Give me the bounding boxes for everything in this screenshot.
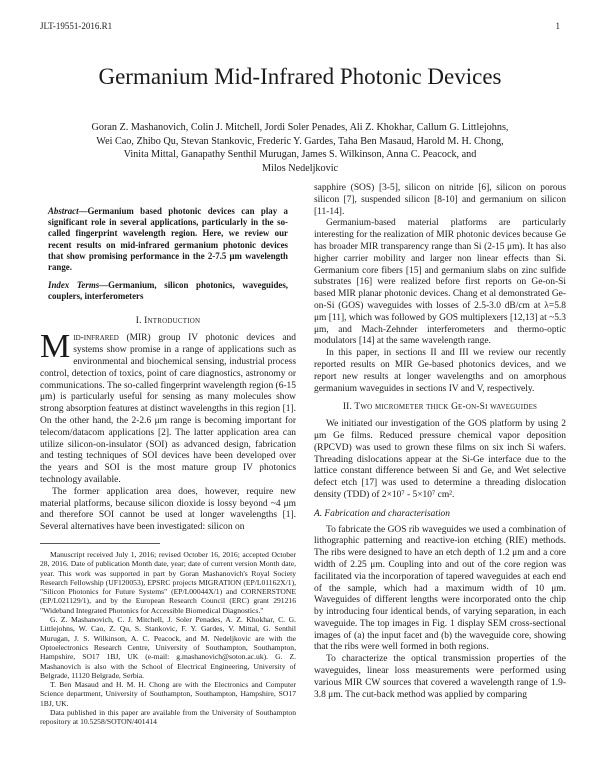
subsection-heading-fabrication: A. Fabrication and characterisation [314,508,450,519]
author-list [40,121,560,175]
abstract-label: Abstract [48,206,79,216]
footnote: Data published in this paper are available from the University of Southampton repository at 10.5258/SOTON/401414 [40,708,296,727]
abstract-text: —Germanium based photonic devices can play a significant role in several applications, particularly in the so-called fingerprint wavelength region. Here, we review our recent results on mid-infrared germanium photonic devices that show promising performance in the 2-7.5 μm wavelength range. [48,206,288,273]
page-number: 1 [555,21,560,31]
index-terms-label: Index Terms [48,280,100,291]
lead-word: id-infrared [73,333,119,344]
paragraph: We initiated our investigation of the GOS platform by using 2 μm Ge films. Reduced pressure chemical vapor deposition (RPCVD) was used to grown these films on six inch Si wafers. Threading dislocations appear at the Si-Ge interface due to the lattice constant difference between Si and Ge, and Wet selective defect etch [17] was used to determine a threading dislocation density (TDD) of 2×10⁷ - 5×10⁷ cm². [314,419,566,500]
section-heading-intro: I. Introduction [135,315,201,326]
paragraph: Germanium-based material platforms are particularly interesting for the realization of MIR photonic devices because Ge has broader MIR transparency range than Si (2-15 μm). It has also higher carrier mobility and larger non linear effects than Si. Germanium core fibers [15] and germanium slabs on zinc sulfide substrates [16] were realized before first reports on Ge-on-Si based MIR planar photonic devices. Chang et al demonstrated Ge-on-Si (GOS) waveguides with losses of 2.5-3.0 dB/cm at λ=5.8 μm [11], which was followed by GOS multiplexers [12,13] at ~5.3 μm, and Mach-Zehnder interferometers and thermo-optic modulators [14] at the same wavelength range. [314,218,566,347]
intro-paragraph [40,328,296,486]
abstract [40,206,296,273]
paragraph: To fabricate the GOS rib waveguides we used a combination of lithographic patterning and reactive-ion etching (RIE) methods. The ribs were designed to have an etch depth of 1.2 μm and a core width of 2.25 μm. Coupling into and out of the core region was facilitated via the incorporation of tapered waveguides at each end of the sample, which had a maximum width of 10 μm. Waveguides of different lengths were incorporated onto the chip by introducing four identical bends, of varying separation, in each waveguide. The top images in Fig. 1 display SEM cross-sectional images of (a) the input facet and (b) the waveguide core, showing that the ribs were well formed in both regions. [314,524,566,653]
section-heading-ge-on-si: II. Two micrometer thick Ge-on-Si waveguides [342,402,538,413]
drop-cap: M [40,328,71,366]
index-terms-text: —Germanium, silicon photonics, waveguides, couplers, interferometers [48,280,288,302]
author-line: Goran Z. Mashanovich, Colin J. Mitchell, Jordi Soler Penades, Ali Z. Khokhar, Callum G. Littlejohns, [91,122,509,133]
intro-paragraph-2: The former application area does, however, require new material platforms, because silicon dioxide is lossy beyond ~4 μm and therefore SOI cannot be used at longer wavelengths [1]. Several alternatives have been investigated: silicon on [40,486,296,533]
right-column [314,183,566,701]
paper-id: JLT-19551-2016.R1 [40,21,113,31]
author-line: Wei Cao, Zhibo Qu, Stevan Stankovic, Frederic Y. Gardes, Taha Ben Masaud, Harold M. H. Chong, [96,135,504,147]
footnote-divider [40,543,160,544]
paper-title: Germanium Mid-Infrared Photonic Devices [98,64,502,89]
author-line: Vinita Mittal, Ganapathy Senthil Murugan, James S. Wilkinson, Anna C. Peacock, and [123,149,477,161]
footnote: Manuscript received July 1, 2016; revised October 16, 2016; accepted October 28, 2016. Date of publication Month date, year; date of current version Month date, year. This work was supported in part by Goran Mashanovich's Royal Society Research Fellowship (UF120053), EPSRC projects MIGRATION (EP/L01162X/1), "Silicon Photonics for Future Systems" (EP/L00044X/1) and CORNERSTONE (EP/L021129/1), and by the European Research Council (ERC) grant 291216 "Wideband Integrated Photonics for Accessible Biomedical Diagnostics." [40,549,296,615]
intro-text: (MIR) group IV photonic devices and systems show promise in a range of applications such as environmental and biochemical sensing, industrial process control, detection of toxics, point of care diagnostics, astronomy or communications. The so-called fingerprint wavelength region (6-15 μm) is particularly useful for sensing as many molecules show strong absorption features at distinct wavelengths in this region [1]. On the other hand, the 2-2.6 μm range is becoming important for telecom/datacom applications [2]. The latter application area can utilize silicon-on-insulator (SOI) as advanced design, fabrication and testing techniques of SOI devices have been developed over the years and SOI is the most mature group IV photonics technology available. [40,333,296,485]
footnotes [40,550,296,727]
author-line: Milos Nedeljkovic [261,162,339,174]
paragraph: In this paper, in sections II and III we review our recently reported results on MIR Ge-based photonics devices, and we report new results at longer wavelengths and on amorphous germanium waveguides in sections IV and V, respectively. [314,348,566,394]
footnote: T. Ben Masaud and H. M. H. Chong are with the Electronics and Computer Science department, University of Southampton, Southampton, Hampshire, SO17 1BJ, UK. [40,680,296,708]
paragraph: To characterize the optical transmission properties of the waveguides, linear loss measurements were performed using various MIR CW sources that covered a wavelength range of 1.9-3.8 μm. The cut-back method was applied by comparing [314,654,566,700]
footnote: G. Z. Mashanovich, C. J. Mitchell, J. Soler Penades, A. Z. Khokhar, C. G. Littlejohns, W. Cao, Z. Qu, S. Stankovic, F. Y. Gardes, V. Mittal, G. Senthil Murugan, J. S. Wilkinson, A. C. Peacock, and M. Nedeljkovic are with the Optoelectronics Research Centre, University of Southampton, Southampton, Hampshire, SO17 1BJ, UK (e-mail: g.mashanovich@soton.ac.uk). G. Z. Mashanovich is also with the School of Electrical Engineering, University of Belgrade, 11120 Belgrade, Serbia. [40,615,296,680]
running-header [40,21,560,33]
left-column [40,206,296,727]
index-terms [40,280,296,302]
paragraph: sapphire (SOS) [3-5], silicon on nitride [6], silicon on porous silicon [7], suspended silicon [8-10] and germanium on silicon [11-14]. [314,183,566,217]
